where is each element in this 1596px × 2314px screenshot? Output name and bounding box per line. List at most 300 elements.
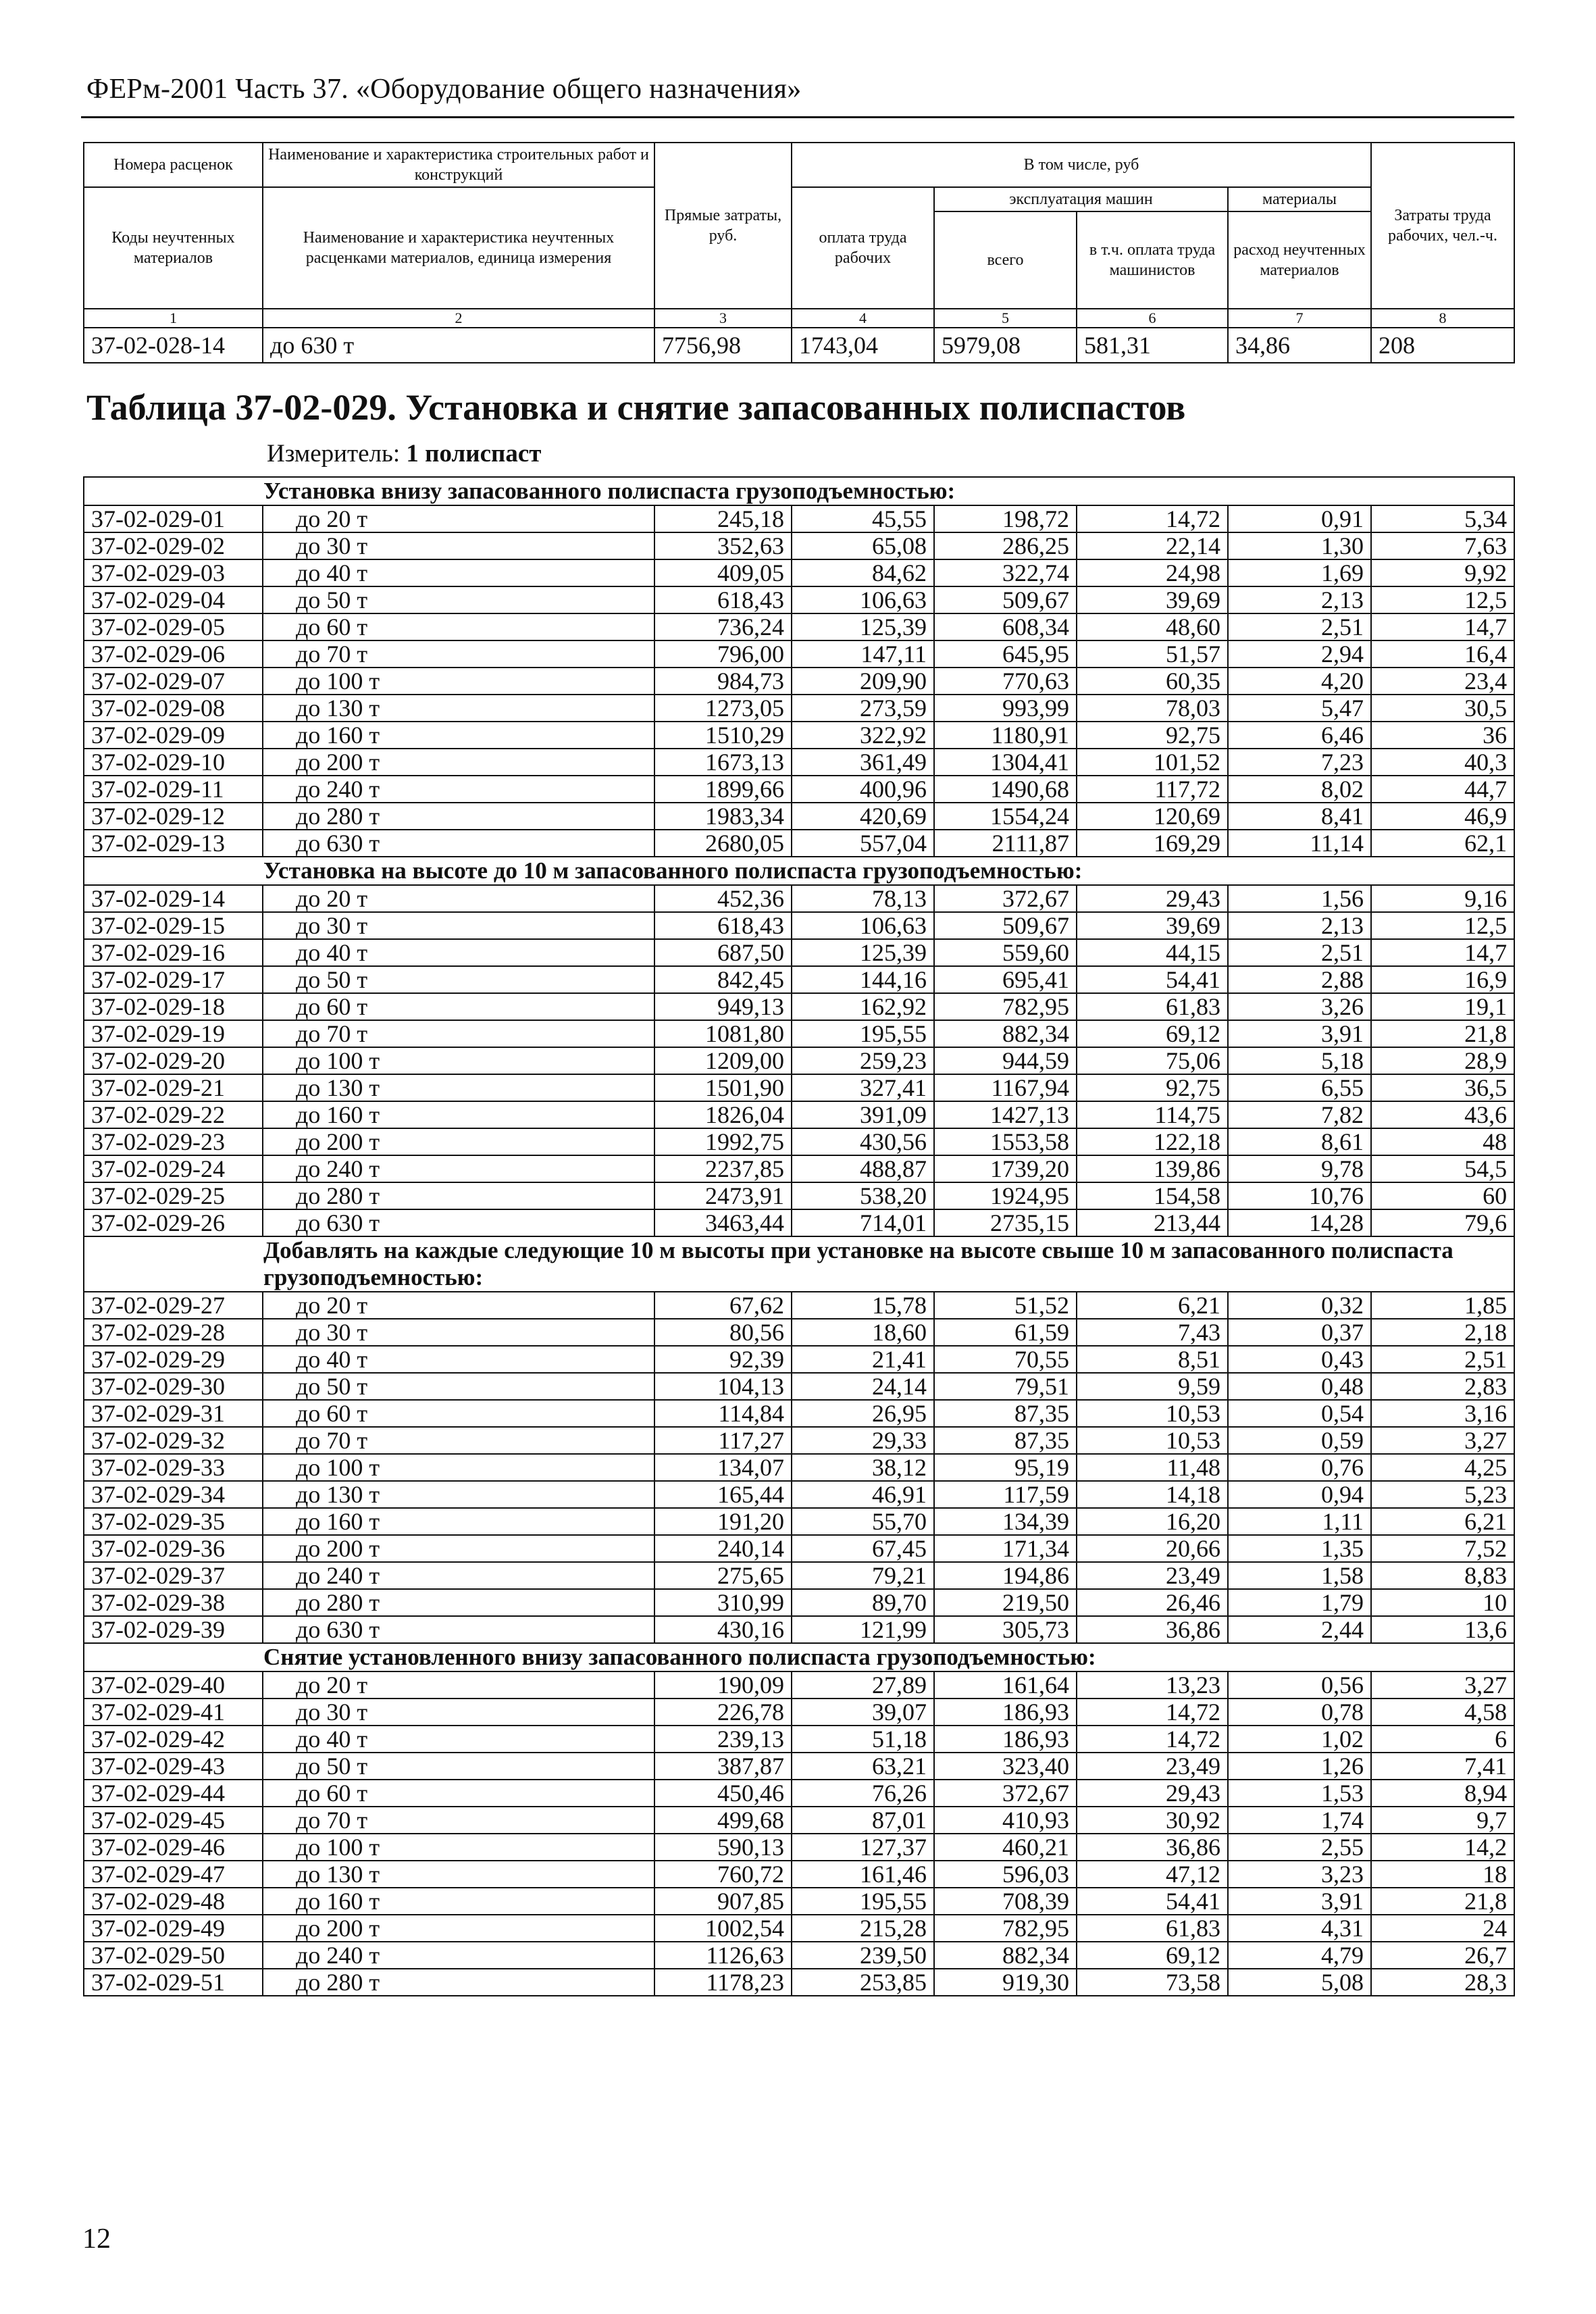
- table-row: [84, 1969, 1514, 1996]
- labor-pay-cell: 322,92: [792, 722, 934, 749]
- material-usage-cell: 8,02: [1228, 776, 1371, 803]
- machine-total-cell: 70,55: [934, 1346, 1077, 1373]
- material-usage-cell: 5,08: [1228, 1969, 1371, 1996]
- machinist-pay-cell: 48,60: [1077, 613, 1228, 640]
- labor-pay-cell: 87,01: [792, 1807, 934, 1834]
- rate-code-cell: 37-02-029-36: [84, 1535, 263, 1562]
- work-name-cell: до 30 т: [263, 1699, 654, 1726]
- machinist-pay-cell: 10,53: [1077, 1427, 1228, 1454]
- header-rule: [81, 116, 1514, 118]
- machine-total-cell: 559,60: [934, 939, 1077, 966]
- machinist-pay-cell: 14,72: [1077, 1726, 1228, 1753]
- labor-hours-cell: 7,63: [1371, 532, 1514, 559]
- work-name-cell: до 160 т: [263, 1508, 654, 1535]
- labor-hours-cell: 9,7: [1371, 1807, 1514, 1834]
- table-row: [84, 1182, 1514, 1209]
- work-name-cell: до 40 т: [263, 1726, 654, 1753]
- work-name-cell: до 40 т: [263, 559, 654, 586]
- material-usage-cell: 6,46: [1228, 722, 1371, 749]
- work-name-cell: до 20 т: [263, 1671, 654, 1699]
- machinist-pay-cell: 117,72: [1077, 776, 1228, 803]
- column-number: 7: [1228, 309, 1371, 328]
- table-row: [84, 722, 1514, 749]
- machine-total-cell: 608,34: [934, 613, 1077, 640]
- labor-pay-cell: 430,56: [792, 1128, 934, 1155]
- section-header-row: [84, 477, 1514, 505]
- labor-hours-cell: 36: [1371, 722, 1514, 749]
- labor-pay-cell: 106,63: [792, 586, 934, 613]
- machine-total-cell: 372,67: [934, 885, 1077, 912]
- material-usage-cell: 7,23: [1228, 749, 1371, 776]
- table-row: [84, 586, 1514, 613]
- table-row: [84, 613, 1514, 640]
- machine-total-cell: 322,74: [934, 559, 1077, 586]
- direct-costs-cell: 2237,85: [654, 1155, 792, 1182]
- labor-hours-cell: 2,51: [1371, 1346, 1514, 1373]
- table-row: [84, 1047, 1514, 1074]
- direct-costs-cell: 226,78: [654, 1699, 792, 1726]
- material-usage-cell: 4,31: [1228, 1915, 1371, 1942]
- labor-pay-cell: 26,95: [792, 1400, 934, 1427]
- direct-costs-cell: 134,07: [654, 1454, 792, 1481]
- work-name-cell: до 280 т: [263, 1969, 654, 1996]
- table-row: [84, 1834, 1514, 1861]
- work-name-cell: до 60 т: [263, 993, 654, 1020]
- material-usage-cell: 2,51: [1228, 613, 1371, 640]
- labor-pay-cell: 65,08: [792, 532, 934, 559]
- labor-hours-cell: 23,4: [1371, 668, 1514, 695]
- material-usage-cell: 3,91: [1228, 1020, 1371, 1047]
- machine-total-cell: 708,39: [934, 1888, 1077, 1915]
- header-machine-operation: эксплуатация машин: [934, 187, 1228, 211]
- direct-costs-cell: 310,99: [654, 1589, 792, 1616]
- direct-costs-cell: 275,65: [654, 1562, 792, 1589]
- labor-pay-cell: 79,21: [792, 1562, 934, 1589]
- machine-total-cell: 79,51: [934, 1373, 1077, 1400]
- labor-hours-cell: 54,5: [1371, 1155, 1514, 1182]
- table-row: [84, 1915, 1514, 1942]
- work-name-cell: до 70 т: [263, 1020, 654, 1047]
- rate-code-cell: 37-02-029-14: [84, 885, 263, 912]
- material-usage-cell: 1,26: [1228, 1753, 1371, 1780]
- labor-hours-cell: 2,83: [1371, 1373, 1514, 1400]
- table-row: [84, 1699, 1514, 1726]
- column-number: 5: [934, 309, 1077, 328]
- direct-costs-cell: 907,85: [654, 1888, 792, 1915]
- machinist-pay-cell: 14,18: [1077, 1481, 1228, 1508]
- direct-costs-cell: 1983,34: [654, 803, 792, 830]
- labor-pay-cell: 714,01: [792, 1209, 934, 1236]
- machinist-pay-cell: 69,12: [1077, 1942, 1228, 1969]
- labor-pay-cell: 538,20: [792, 1182, 934, 1209]
- work-name-cell: до 280 т: [263, 803, 654, 830]
- rate-code-cell: 37-02-029-30: [84, 1373, 263, 1400]
- direct-costs-cell: 687,50: [654, 939, 792, 966]
- material-usage-cell: 1,79: [1228, 1589, 1371, 1616]
- work-name-cell: до 60 т: [263, 613, 654, 640]
- machine-total-cell: 2111,87: [934, 830, 1077, 857]
- labor-hours-cell: 10: [1371, 1589, 1514, 1616]
- machine-total-cell: 596,03: [934, 1861, 1077, 1888]
- rate-code-cell: 37-02-029-47: [84, 1861, 263, 1888]
- table-row: [84, 1942, 1514, 1969]
- material-usage-cell: 0,32: [1228, 1292, 1371, 1319]
- table-row: [84, 776, 1514, 803]
- labor-pay-cell: 253,85: [792, 1969, 934, 1996]
- labor-pay-cell: 361,49: [792, 749, 934, 776]
- header-material-name: Наименование и характеристика неучтенных расценками материалов, единица измерения: [263, 187, 654, 309]
- rate-code-cell: 37-02-029-31: [84, 1400, 263, 1427]
- rate-code-cell: 37-02-029-12: [84, 803, 263, 830]
- direct-costs-cell: 1501,90: [654, 1074, 792, 1101]
- material-usage-cell: 0,43: [1228, 1346, 1371, 1373]
- labor-hours-cell: 79,6: [1371, 1209, 1514, 1236]
- machine-total-cell: 695,41: [934, 966, 1077, 993]
- material-usage-cell: 1,74: [1228, 1807, 1371, 1834]
- table-row: [84, 1616, 1514, 1643]
- work-name-cell: до 200 т: [263, 1535, 654, 1562]
- direct-costs-cell: 450,46: [654, 1780, 792, 1807]
- rate-code-cell: 37-02-029-49: [84, 1915, 263, 1942]
- direct-costs-cell: 1209,00: [654, 1047, 792, 1074]
- labor-pay-cell: 259,23: [792, 1047, 934, 1074]
- material-usage-cell: 6,55: [1228, 1074, 1371, 1101]
- machinist-pay-cell: 213,44: [1077, 1209, 1228, 1236]
- material-usage-cell: 34,86: [1228, 328, 1371, 363]
- header-rate-numbers: Номера расценок: [84, 143, 263, 187]
- machine-total-cell: 1167,94: [934, 1074, 1077, 1101]
- work-name-cell: до 50 т: [263, 1373, 654, 1400]
- labor-hours-cell: 16,9: [1371, 966, 1514, 993]
- labor-hours-cell: 3,27: [1371, 1671, 1514, 1699]
- machine-total-cell: 770,63: [934, 668, 1077, 695]
- rate-code-cell: 37-02-029-41: [84, 1699, 263, 1726]
- labor-pay-cell: 125,39: [792, 939, 934, 966]
- machinist-pay-cell: 9,59: [1077, 1373, 1228, 1400]
- labor-hours-cell: 62,1: [1371, 830, 1514, 857]
- rate-code-cell: 37-02-029-17: [84, 966, 263, 993]
- table-row: [84, 1292, 1514, 1319]
- machine-total-cell: 1304,41: [934, 749, 1077, 776]
- rate-code-cell: 37-02-029-03: [84, 559, 263, 586]
- rate-code-cell: 37-02-029-02: [84, 532, 263, 559]
- rate-code-cell: 37-02-029-26: [84, 1209, 263, 1236]
- column-number: 3: [654, 309, 792, 328]
- direct-costs-cell: 984,73: [654, 668, 792, 695]
- rate-code-cell: 37-02-029-11: [84, 776, 263, 803]
- material-usage-cell: 3,26: [1228, 993, 1371, 1020]
- material-usage-cell: 2,88: [1228, 966, 1371, 993]
- table-row: [84, 328, 1514, 363]
- material-usage-cell: 1,58: [1228, 1562, 1371, 1589]
- machine-total-cell: 919,30: [934, 1969, 1077, 1996]
- table-row: [84, 1562, 1514, 1589]
- machine-total-cell: 372,67: [934, 1780, 1077, 1807]
- direct-costs-cell: 1002,54: [654, 1915, 792, 1942]
- material-usage-cell: 1,30: [1228, 532, 1371, 559]
- labor-pay-cell: 391,09: [792, 1101, 934, 1128]
- material-usage-cell: 1,11: [1228, 1508, 1371, 1535]
- table-row: [84, 1319, 1514, 1346]
- work-name-cell: до 130 т: [263, 1074, 654, 1101]
- machine-total-cell: 117,59: [934, 1481, 1077, 1508]
- table-row: [84, 1101, 1514, 1128]
- work-name-cell: до 240 т: [263, 1155, 654, 1182]
- rate-code-cell: 37-02-029-35: [84, 1508, 263, 1535]
- labor-hours-cell: 26,7: [1371, 1942, 1514, 1969]
- table-row: [84, 912, 1514, 939]
- column-number: 4: [792, 309, 934, 328]
- labor-pay-cell: 121,99: [792, 1616, 934, 1643]
- work-name-cell: до 280 т: [263, 1589, 654, 1616]
- labor-pay-cell: 38,12: [792, 1454, 934, 1481]
- work-name-cell: до 60 т: [263, 1400, 654, 1427]
- rate-code-cell: 37-02-029-04: [84, 586, 263, 613]
- rate-code-cell: 37-02-028-14: [84, 328, 263, 363]
- material-usage-cell: 1,35: [1228, 1535, 1371, 1562]
- work-name-cell: до 630 т: [263, 1616, 654, 1643]
- column-number: 6: [1077, 309, 1228, 328]
- machinist-pay-cell: 23,49: [1077, 1753, 1228, 1780]
- rate-code-cell: 37-02-029-23: [84, 1128, 263, 1155]
- direct-costs-cell: 1126,63: [654, 1942, 792, 1969]
- machinist-pay-cell: 24,98: [1077, 559, 1228, 586]
- direct-costs-cell: 499,68: [654, 1807, 792, 1834]
- header-labor-pay: оплата труда рабочих: [792, 187, 934, 309]
- section-title: Снятие установленного внизу запасованного полиспаста грузоподъемностью:: [84, 1643, 1514, 1671]
- machinist-pay-cell: 581,31: [1077, 328, 1228, 363]
- machine-total-cell: 95,19: [934, 1454, 1077, 1481]
- rate-code-cell: 37-02-029-42: [84, 1726, 263, 1753]
- table-row: [84, 1074, 1514, 1101]
- work-name-cell: до 630 т: [263, 328, 654, 363]
- machine-total-cell: 323,40: [934, 1753, 1077, 1780]
- column-number: 1: [84, 309, 263, 328]
- direct-costs-cell: 1510,29: [654, 722, 792, 749]
- header-materials: материалы: [1228, 187, 1371, 211]
- material-usage-cell: 1,56: [1228, 885, 1371, 912]
- direct-costs-cell: 842,45: [654, 966, 792, 993]
- work-name-cell: до 130 т: [263, 1481, 654, 1508]
- material-usage-cell: 2,55: [1228, 1834, 1371, 1861]
- rate-code-cell: 37-02-029-16: [84, 939, 263, 966]
- table-row: [84, 1535, 1514, 1562]
- work-name-cell: до 630 т: [263, 830, 654, 857]
- labor-hours-cell: 14,7: [1371, 613, 1514, 640]
- machine-total-cell: 1924,95: [934, 1182, 1077, 1209]
- machinist-pay-cell: 47,12: [1077, 1861, 1228, 1888]
- rate-code-cell: 37-02-029-40: [84, 1671, 263, 1699]
- table-row: [84, 1400, 1514, 1427]
- machinist-pay-cell: 69,12: [1077, 1020, 1228, 1047]
- machinist-pay-cell: 114,75: [1077, 1101, 1228, 1128]
- machinist-pay-cell: 120,69: [1077, 803, 1228, 830]
- direct-costs-cell: 114,84: [654, 1400, 792, 1427]
- material-usage-cell: 2,51: [1228, 939, 1371, 966]
- material-usage-cell: 10,76: [1228, 1182, 1371, 1209]
- labor-hours-cell: 28,3: [1371, 1969, 1514, 1996]
- machinist-pay-cell: 54,41: [1077, 1888, 1228, 1915]
- machine-total-cell: 882,34: [934, 1942, 1077, 1969]
- machinist-pay-cell: 139,86: [1077, 1155, 1228, 1182]
- table-row: [84, 803, 1514, 830]
- table-row: [84, 1128, 1514, 1155]
- labor-pay-cell: 161,46: [792, 1861, 934, 1888]
- machine-total-cell: 645,95: [934, 640, 1077, 668]
- meter-line: [267, 439, 541, 468]
- labor-hours-cell: 9,92: [1371, 559, 1514, 586]
- machine-total-cell: 1554,24: [934, 803, 1077, 830]
- section-title: Установка внизу запасованного полиспаста грузоподъемностью:: [84, 477, 1514, 505]
- labor-pay-cell: 162,92: [792, 993, 934, 1020]
- machine-total-cell: 286,25: [934, 532, 1077, 559]
- table-row: [84, 695, 1514, 722]
- labor-pay-cell: 327,41: [792, 1074, 934, 1101]
- rate-code-cell: 37-02-029-33: [84, 1454, 263, 1481]
- labor-hours-cell: 2,18: [1371, 1319, 1514, 1346]
- labor-pay-cell: 488,87: [792, 1155, 934, 1182]
- direct-costs-cell: 618,43: [654, 586, 792, 613]
- table-row: [84, 1155, 1514, 1182]
- work-name-cell: до 30 т: [263, 532, 654, 559]
- machine-total-cell: 194,86: [934, 1562, 1077, 1589]
- material-usage-cell: 4,20: [1228, 668, 1371, 695]
- header-work-name: Наименование и характеристика строительных работ и конструкций: [263, 143, 654, 187]
- material-usage-cell: 2,13: [1228, 586, 1371, 613]
- direct-costs-cell: 104,13: [654, 1373, 792, 1400]
- machinist-pay-cell: 36,86: [1077, 1834, 1228, 1861]
- work-name-cell: до 160 т: [263, 722, 654, 749]
- material-usage-cell: 0,59: [1228, 1427, 1371, 1454]
- work-name-cell: до 200 т: [263, 1915, 654, 1942]
- direct-costs-cell: 2473,91: [654, 1182, 792, 1209]
- material-usage-cell: 0,48: [1228, 1373, 1371, 1400]
- rate-code-cell: 37-02-029-25: [84, 1182, 263, 1209]
- machine-total-cell: 2735,15: [934, 1209, 1077, 1236]
- direct-costs-cell: 165,44: [654, 1481, 792, 1508]
- machine-total-cell: 161,64: [934, 1671, 1077, 1699]
- labor-hours-cell: 12,5: [1371, 912, 1514, 939]
- table-row: [84, 939, 1514, 966]
- labor-pay-cell: 76,26: [792, 1780, 934, 1807]
- direct-costs-cell: 618,43: [654, 912, 792, 939]
- labor-pay-cell: 106,63: [792, 912, 934, 939]
- labor-hours-cell: 6: [1371, 1726, 1514, 1753]
- direct-costs-cell: 1992,75: [654, 1128, 792, 1155]
- page-number: 12: [82, 2223, 111, 2255]
- labor-hours-cell: 8,94: [1371, 1780, 1514, 1807]
- machine-total-cell: 134,39: [934, 1508, 1077, 1535]
- direct-costs-cell: 1273,05: [654, 695, 792, 722]
- work-name-cell: до 630 т: [263, 1209, 654, 1236]
- work-name-cell: до 70 т: [263, 640, 654, 668]
- direct-costs-cell: 387,87: [654, 1753, 792, 1780]
- labor-pay-cell: 21,41: [792, 1346, 934, 1373]
- machinist-pay-cell: 101,52: [1077, 749, 1228, 776]
- work-name-cell: до 240 т: [263, 1942, 654, 1969]
- machine-total-cell: 219,50: [934, 1589, 1077, 1616]
- direct-costs-cell: 190,09: [654, 1671, 792, 1699]
- meter-value: 1 полиспаст: [406, 440, 542, 468]
- table-row: [84, 1861, 1514, 1888]
- running-header: ФЕРм-2001 Часть 37. «Оборудование общего назначения»: [86, 74, 802, 105]
- labor-hours-cell: 14,7: [1371, 939, 1514, 966]
- material-usage-cell: 8,61: [1228, 1128, 1371, 1155]
- header-material-codes: Коды неучтенных материалов: [84, 187, 263, 309]
- labor-hours-cell: 7,41: [1371, 1753, 1514, 1780]
- work-name-cell: до 100 т: [263, 1454, 654, 1481]
- direct-costs-cell: 2680,05: [654, 830, 792, 857]
- material-usage-cell: 14,28: [1228, 1209, 1371, 1236]
- labor-hours-cell: 36,5: [1371, 1074, 1514, 1101]
- table-row: [84, 640, 1514, 668]
- work-name-cell: до 70 т: [263, 1807, 654, 1834]
- labor-pay-cell: 18,60: [792, 1319, 934, 1346]
- machine-total-cell: 944,59: [934, 1047, 1077, 1074]
- material-usage-cell: 1,02: [1228, 1726, 1371, 1753]
- labor-hours-cell: 208: [1371, 328, 1514, 363]
- rate-code-cell: 37-02-029-48: [84, 1888, 263, 1915]
- labor-hours-cell: 44,7: [1371, 776, 1514, 803]
- rate-code-cell: 37-02-029-15: [84, 912, 263, 939]
- machinist-pay-cell: 30,92: [1077, 1807, 1228, 1834]
- machine-total-cell: 782,95: [934, 993, 1077, 1020]
- rate-code-cell: 37-02-029-20: [84, 1047, 263, 1074]
- header-material-usage: расход неучтенных материалов: [1228, 211, 1371, 309]
- work-name-cell: до 160 т: [263, 1888, 654, 1915]
- rate-code-cell: 37-02-029-43: [84, 1753, 263, 1780]
- machinist-pay-cell: 14,72: [1077, 505, 1228, 532]
- machine-total-cell: 410,93: [934, 1807, 1077, 1834]
- labor-hours-cell: 16,4: [1371, 640, 1514, 668]
- table-row: [84, 966, 1514, 993]
- table-row: [84, 1481, 1514, 1508]
- machinist-pay-cell: 51,57: [1077, 640, 1228, 668]
- direct-costs-cell: 245,18: [654, 505, 792, 532]
- rate-code-cell: 37-02-029-38: [84, 1589, 263, 1616]
- work-name-cell: до 100 т: [263, 668, 654, 695]
- machinist-pay-cell: 14,72: [1077, 1699, 1228, 1726]
- machine-total-cell: 61,59: [934, 1319, 1077, 1346]
- labor-pay-cell: 84,62: [792, 559, 934, 586]
- direct-costs-cell: 1899,66: [654, 776, 792, 803]
- rate-code-cell: 37-02-029-13: [84, 830, 263, 857]
- section-title: Установка на высоте до 10 м запасованного полиспаста грузоподъемностью:: [84, 857, 1514, 885]
- material-usage-cell: 11,14: [1228, 830, 1371, 857]
- material-usage-cell: 8,41: [1228, 803, 1371, 830]
- work-name-cell: до 160 т: [263, 1101, 654, 1128]
- material-usage-cell: 9,78: [1228, 1155, 1371, 1182]
- direct-costs-cell: 1081,80: [654, 1020, 792, 1047]
- direct-costs-cell: 949,13: [654, 993, 792, 1020]
- machinist-pay-cell: 44,15: [1077, 939, 1228, 966]
- rate-code-cell: 37-02-029-34: [84, 1481, 263, 1508]
- machine-total-cell: 186,93: [934, 1699, 1077, 1726]
- machinist-pay-cell: 75,06: [1077, 1047, 1228, 1074]
- table-row: [84, 749, 1514, 776]
- rates-table: [83, 476, 1515, 1996]
- machinist-pay-cell: 36,86: [1077, 1616, 1228, 1643]
- machinist-pay-cell: 54,41: [1077, 966, 1228, 993]
- labor-pay-cell: 67,45: [792, 1535, 934, 1562]
- direct-costs-cell: 92,39: [654, 1346, 792, 1373]
- column-number: 8: [1371, 309, 1514, 328]
- machine-total-cell: 782,95: [934, 1915, 1077, 1942]
- labor-hours-cell: 30,5: [1371, 695, 1514, 722]
- table-row: [84, 532, 1514, 559]
- work-name-cell: до 40 т: [263, 1346, 654, 1373]
- material-usage-cell: 3,91: [1228, 1888, 1371, 1915]
